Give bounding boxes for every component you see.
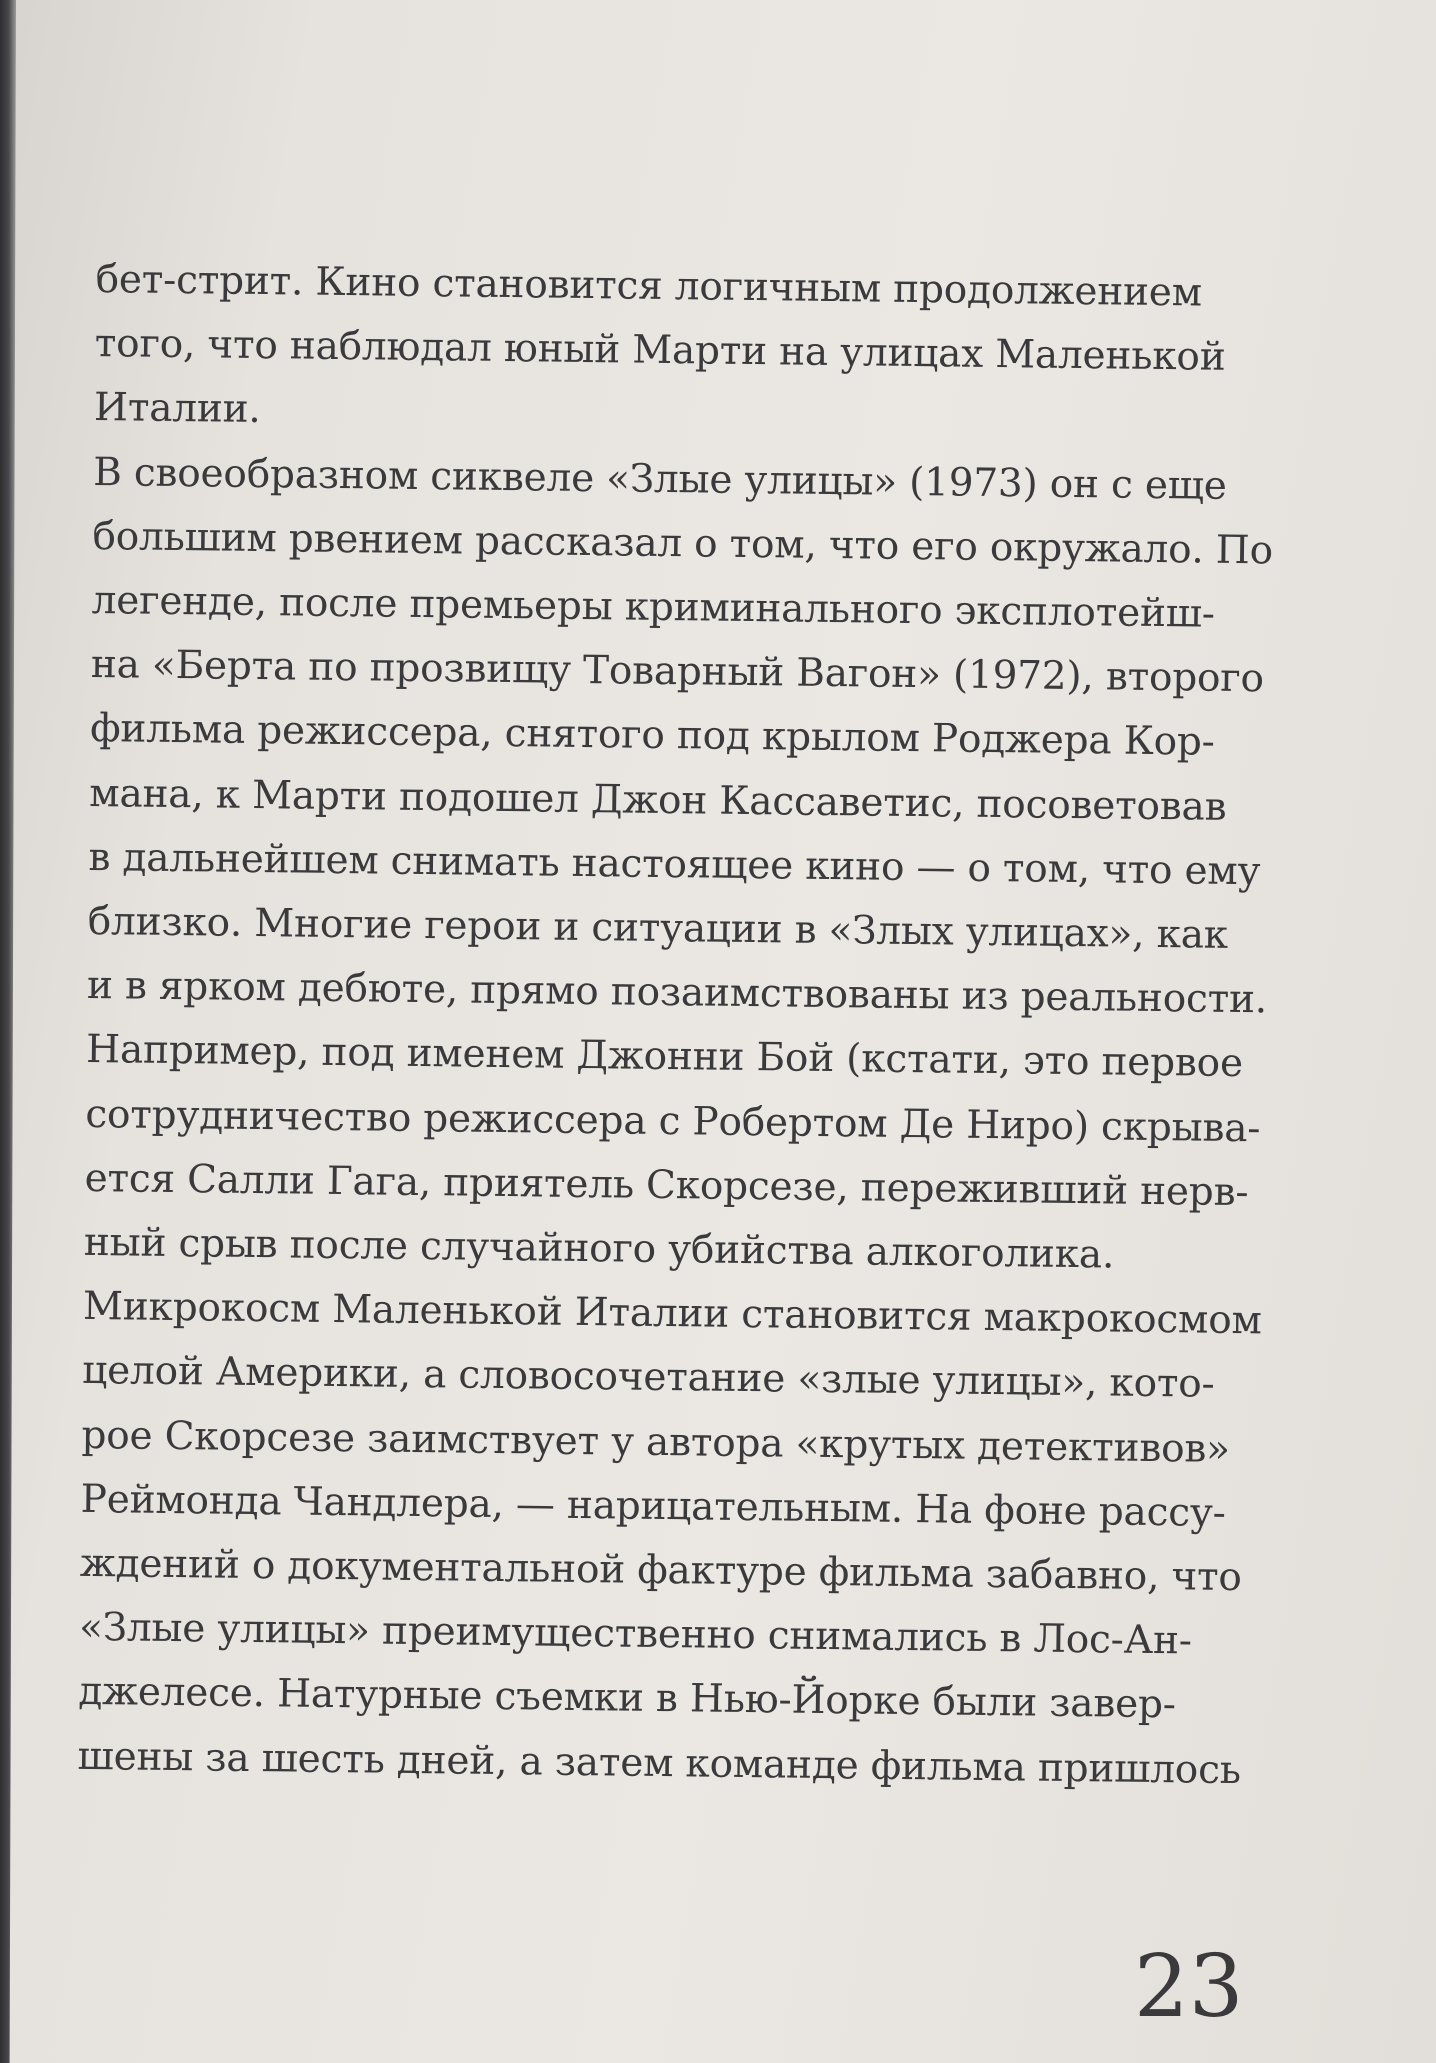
text-line: фильма режиссера, снятого под крылом Роджера Кор-: [89, 706, 1215, 766]
text-line: ждений о документальной фактуре фильма забавно, что: [79, 1540, 1243, 1601]
text-line: В своеобразном сиквеле «Злые улицы» (1973) он с еще: [92, 449, 1227, 509]
text-line: сотрудничество режиссера с Робертом Де Ниро) скрыва-: [85, 1091, 1261, 1151]
text-line: близко. Многие герои и ситуации в «Злых улицах», как: [87, 898, 1229, 958]
paragraph-1: [94, 248, 1296, 455]
paragraph-2: [77, 441, 1293, 1804]
text-line: Реймонда Чандлера, — нарицательным. На фоне рассу-: [80, 1476, 1226, 1536]
page-number: 23: [1134, 1937, 1244, 2037]
text-line: шены за шесть дней, а затем команде фильма пришлось: [77, 1733, 1242, 1793]
text-line: большим рвением рассказал о том, что его окружало. По: [92, 513, 1274, 574]
text-line: ный срыв после случайного убийства алкоголика.: [83, 1219, 1115, 1278]
text-line: и в ярком дебюте, прямо позаимствованы из реальности.: [86, 963, 1268, 1023]
text-line: рое Скорсезе заимствует у автора «крутых детективов»: [81, 1412, 1231, 1472]
text-line: целой Америки, а словосочетание «злые улицы», кото-: [82, 1348, 1215, 1408]
text-line: джелесе. Натурные съемки в Нью-Йорке были завер-: [78, 1669, 1177, 1728]
text-line: «Злые улицы» преимущественно снимались в Лос-Ан-: [78, 1605, 1193, 1664]
text-line: мана, к Марти подошел Джон Кассаветис, посоветовав: [89, 770, 1227, 830]
text-line: Например, под именем Джонни Бой (кстати, это первое: [85, 1027, 1244, 1087]
text-line: ется Салли Гага, приятель Скорсезе, переживший нерв-: [84, 1155, 1249, 1215]
text-line: Италии.: [93, 385, 261, 433]
text-line: на «Берта по прозвищу Товарный Вагон» (1972), второго: [90, 642, 1265, 702]
text-line: в дальнейшем снимать настоящее кино — о том, что ему: [88, 834, 1261, 895]
book-edge-shadow: [0, 0, 16, 2063]
text-line: легенде, после премьеры криминального эксплотейш-: [91, 577, 1216, 637]
text-line: Микрокосм Маленькой Италии становится макрокосмом: [82, 1284, 1262, 1344]
body-text: [77, 248, 1296, 1803]
text-line: того, что наблюдал юный Марти на улицах Маленькой: [94, 321, 1226, 381]
text-line: бет-стрит. Кино становится логичным продолжением: [95, 256, 1203, 316]
